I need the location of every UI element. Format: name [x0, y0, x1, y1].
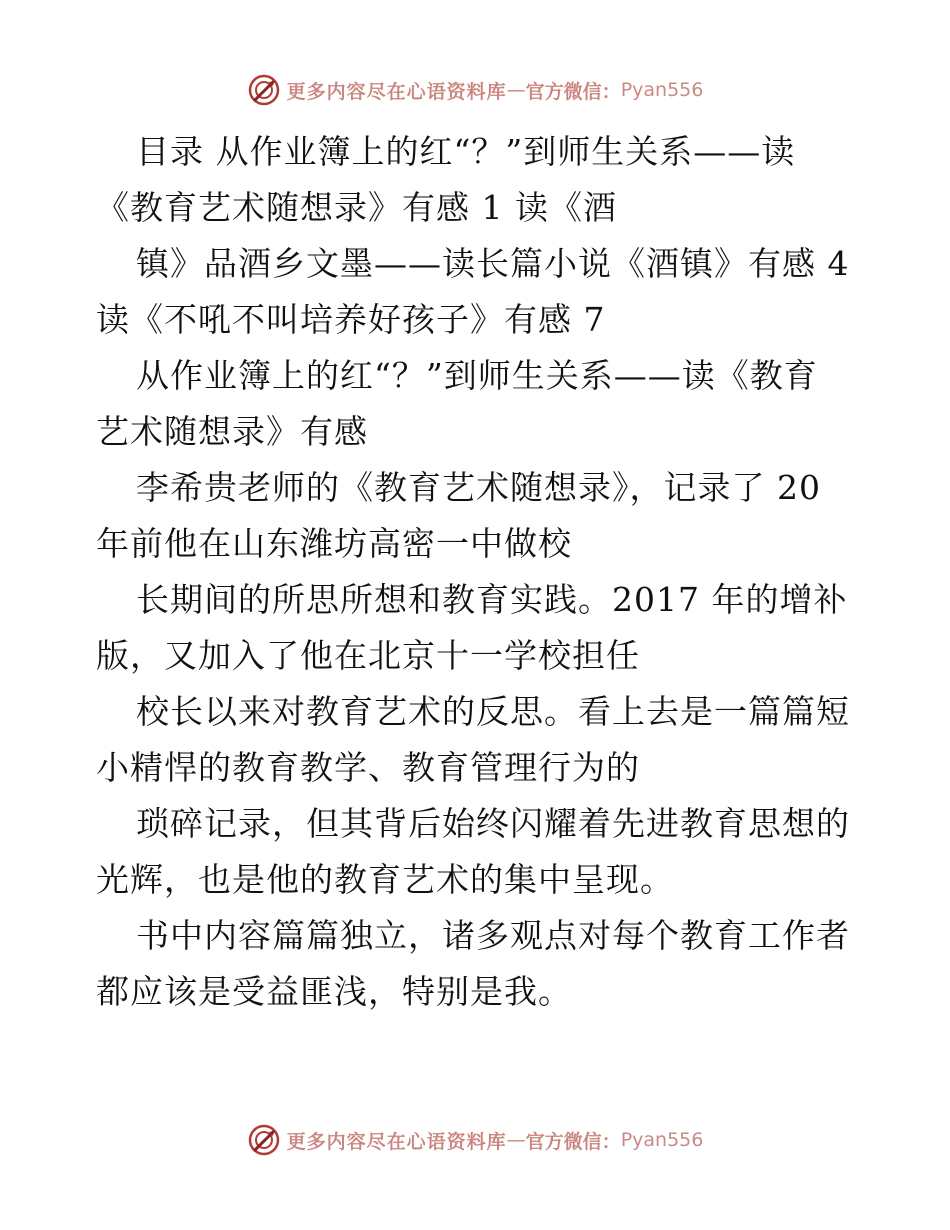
banner-brand-text: 更多内容尽在心语资料库	[286, 80, 507, 103]
text-line: 镇》品酒乡文墨——读长篇小说《酒镇》有感 4	[136, 244, 850, 283]
brand-logo-icon	[247, 1123, 281, 1157]
text-line: 目录 从作业簿上的红“？”到师生关系——读	[136, 132, 796, 171]
document-body	[96, 124, 866, 1020]
banner-label: 官方微信：	[525, 1130, 621, 1153]
text-line: 琐碎记录，但其背后始终闪耀着先进教育思想的	[136, 804, 850, 843]
banner-separator: —	[506, 1129, 526, 1151]
text-line: 从作业簿上的红“？”到师生关系——读《教育	[136, 356, 818, 395]
header-watermark-banner	[0, 70, 950, 110]
text-line: 都应该是受益匪浅，特别是我。	[96, 972, 572, 1011]
text-line: 年前他在山东潍坊高密一中做校	[96, 524, 572, 563]
text-line: 艺术随想录》有感	[96, 412, 368, 451]
text-line: 《教育艺术随想录》有感 1 读《酒	[96, 188, 617, 227]
footer-watermark-banner	[0, 1120, 950, 1160]
text-line: 小精悍的教育教学、教育管理行为的	[96, 748, 640, 787]
text-line: 校长以来对教育艺术的反思。看上去是一篇篇短	[136, 692, 850, 731]
brand-logo-icon	[247, 73, 281, 107]
banner-account: Pyan556	[620, 79, 704, 101]
banner-brand-text: 更多内容尽在心语资料库	[286, 1130, 507, 1153]
banner-account: Pyan556	[620, 1129, 704, 1151]
text-line: 书中内容篇篇独立，诸多观点对每个教育工作者	[136, 916, 850, 955]
text-line: 版，又加入了他在北京十一学校担任	[96, 636, 640, 675]
banner-label: 官方微信：	[525, 80, 621, 103]
text-line: 读《不吼不叫培养好孩子》有感 7	[96, 300, 606, 339]
banner-separator: —	[506, 79, 526, 101]
text-line: 李希贵老师的《教育艺术随想录》，记录了 20	[136, 468, 821, 507]
text-line: 光辉，也是他的教育艺术的集中呈现。	[96, 860, 674, 899]
text-line: 长期间的所思所想和教育实践。2017 年的增补	[136, 580, 848, 619]
